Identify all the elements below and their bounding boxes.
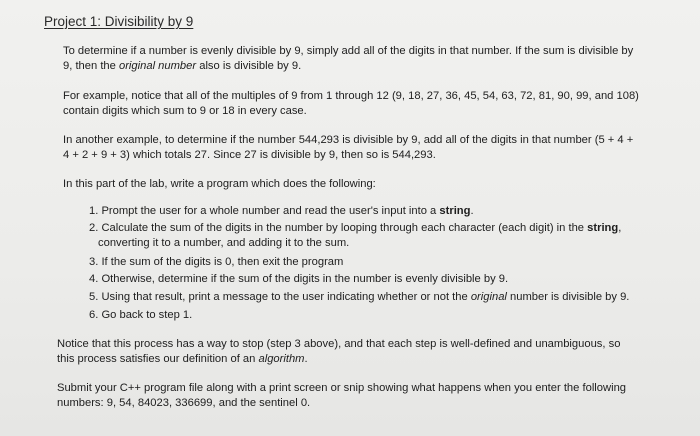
another-example-line-2: 4 + 2 + 9 + 3) which totals 27. Since 27 is divisible by 9, then so is 544,293. (63, 149, 436, 161)
intro-line-2-post: also is divisible by 9. (196, 60, 302, 72)
step-5-text: 5. Using that result, print a message to the user indicating whether or not the (89, 291, 471, 303)
step-6: 6. Go back to step 1. (89, 309, 193, 321)
step-5-emphasis: original (470, 291, 507, 303)
notice-emphasis: algorithm (258, 353, 305, 365)
step-3: 3. If the sum of the digits is 0, then exit the program (89, 256, 344, 268)
notice-paragraph (57, 337, 647, 367)
step-1-end: . (470, 205, 474, 217)
step-5-end: number is divisible by 9. (506, 291, 630, 303)
lab-instruction: In this part of the lab, write a program which does the following: (63, 178, 376, 190)
intro-paragraph (63, 44, 653, 74)
step-1-text: 1. Prompt the user for a whole number and read the user's input into a (89, 205, 440, 217)
intro-emphasis: original number (118, 60, 197, 72)
example-line-1: For example, notice that all of the multiples of 9 from 1 through 12 (9, 18, 27, 36, 45, 54, 63, 72, 81, 90, 99, and 108) (63, 90, 639, 102)
step-1 (89, 204, 659, 219)
notice-line-1: Notice that this process has a way to stop (step 3 above), and that each step is well-defined and unambiguous, so (57, 338, 621, 350)
step-2-text: 2. Calculate the sum of the digits in the number by looping through each character (each digit) in the (89, 222, 588, 234)
step-2-bold: string (587, 222, 619, 234)
intro-line-1: To determine if a number is evenly divisible by 9, simply add all of the digits in that number. If the sum is divisible by (63, 45, 634, 57)
example-line-2: contain digits which sum to 9 or 18 in every case. (63, 105, 307, 117)
step-1-bold: string (439, 205, 471, 217)
step-4: 4. Otherwise, determine if the sum of the digits in the number is evenly divisible by 9. (89, 273, 509, 285)
intro-line-2-pre: 9, then the (63, 60, 119, 72)
step-5 (89, 290, 659, 305)
step-2-end: , (618, 222, 622, 234)
example-paragraph (63, 89, 653, 119)
another-example-paragraph (63, 133, 653, 163)
step-2-continuation: converting it to a number, and adding it to the sum. (98, 237, 350, 249)
notice-line-2-post: . (304, 353, 308, 365)
submit-line-2: numbers: 9, 54, 84023, 336699, and the sentinel 0. (57, 397, 311, 409)
another-example-line-1: In another example, to determine if the number 544,293 is divisible by 9, add all of the digits in that number (5 + 4 + (63, 134, 634, 146)
notice-line-2-pre: this process satisfies our definition of an (57, 353, 259, 365)
step-2 (89, 221, 659, 251)
page-title: Project 1: Divisibility by 9 (44, 14, 194, 29)
submit-paragraph (57, 381, 647, 411)
submit-line-1: Submit your C++ program file along with a print screen or snip showing what happens when you enter the following (57, 382, 627, 394)
